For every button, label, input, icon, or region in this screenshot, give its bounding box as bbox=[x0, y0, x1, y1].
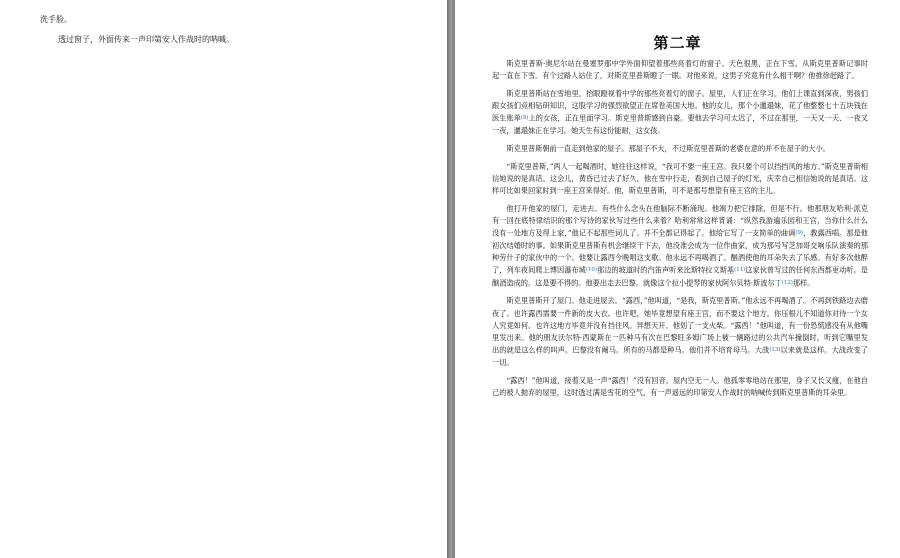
footnote-reference-link[interactable]: (10) bbox=[585, 267, 597, 274]
paragraph-text: “斯克里普斯，”两人一起喝酒时，她往往这样说，“我可不要一座王宫。我只要个可以挡挡风的地方。”斯克里普斯相信她说的是真话。这会儿，黄昏已过去了好久，他在雪中行走，看到自己屋子的灯光，庆幸自己相信她说的是真话。这样可比如果回家时到一座王宫来得好。他，斯克里普斯，可不是那号想望有座王宫的主儿。 bbox=[492, 161, 868, 196]
paragraph-text: 以来就是这样。大战改变了一切。 bbox=[492, 345, 868, 367]
body-paragraph bbox=[492, 295, 868, 369]
paragraph-text: 他打开他家的屋门，走进去。有些什么念头在他脑际不断涌现。他竭力把它排除，但是不行。他那朋友哈利·派克有一回在底特律结识的那个写诗的家伙写过些什么来着？哈利常常这样背诵：“纵然我游遍乐园和王宫，当你什么什么没有一处地方及得上家，”他记不起那些词儿了。并不全都记得起了。他给它写了一支简单的曲调 bbox=[492, 203, 868, 238]
paragraph-text: 这家伙曾写过的任何东西都更动听。是酗酒造成的。这是要不得的。他要出走去巴黎。就像这个拉小提琴的家伙阿尔贝特·斯波尔丁 bbox=[492, 265, 868, 288]
paragraph-text: 那边的坡道时的汽笛声听来比斯特拉文斯基 bbox=[596, 265, 735, 275]
body-paragraph bbox=[492, 88, 868, 137]
footnote-reference-link[interactable]: (13) bbox=[769, 347, 781, 354]
paragraph-text: 斯克里普斯·奥尼尔站在曼塞罗那中学外面仰望着那些亮着灯的窗子。天色很黑，正在下雪。从斯克里普斯记事时起一直在下雪。有个过路人站住了，对斯克里普斯瞪了一眼。对他来说，这男子究竟有什么相干啊？他推徐赶路了。 bbox=[492, 59, 868, 81]
paragraph-text: 斯克里普斯开了屋门。他走进屋去。“露西，”他叫道，“是我，斯克里普斯。”他永远不再喝酒了。不再到铁路边去磨夜了。也许露西需要一件新的皮大衣。也许吧，她毕竟想望有座王宫，而不要这个地方。你压根儿不知道你对待一个女人究竟如何。也许这地方毕竟并没有挡住风。异想天开。他划了一支火柴。“露西！”他叫道，有一份恐慌感没有从他嘴里发出来。他的朋友沃尔特·西蒙斯在一匹种马有次在巴黎旺多姆广场上被一辆路过的公共汽车撞倒时，听到它嘴里发出的就是这么样的叫声。巴黎没有阉马。所有的马都是种马。他们并不培育母马。大战 bbox=[492, 296, 868, 355]
left-page bbox=[0, 0, 447, 558]
paragraph-text: ，教露西唱。那是他初次结婚时的事。如果斯克里普斯有机会继续干下去，他没准会成为一位作曲家，成为那号写芝加哥交响乐队演奏的那种劳什子的家伙中的一个。他要让露西今晚唱这支歌。他永远不再喝酒了。酗酒使他的耳朵失去了乐感。有好多次他醉了，列车夜间爬上博因瀑布城 bbox=[492, 228, 868, 275]
chapter-body bbox=[492, 58, 868, 405]
body-paragraph bbox=[492, 203, 868, 290]
left-page-text-line: 透过窗子，外面传来一声印第安人作战时的呐喊。 bbox=[58, 35, 234, 44]
page-gutter bbox=[447, 0, 455, 558]
paragraph-text: 上的女孩，正在里面学习。斯克里普斯感到自豪。要他去学习可太迟了，不过在那里，一天又一天、一夜又一夜，邋遢妹正在学习。她天生有这份能耐，这女孩。 bbox=[492, 113, 868, 136]
body-paragraph bbox=[492, 143, 868, 155]
body-paragraph bbox=[492, 161, 868, 198]
paragraph-text: 斯克里普斯站在雪地里，抬眼蹬视着中学的那些亮着灯的窗子。屋里，人们正在学习。他们上课直到深夜，男孩们跟女孩们竞相钻研知识，这股学习的强烈欲望正在席卷美国大地。他的女儿，那个小邋遢妹，花了他整整七十五块钱在医生账单 bbox=[492, 89, 868, 123]
paragraph-text: 斯克里普斯朝前一直走到他家的屋子。那屋子不大，不过斯克里普斯的老婆在意的并不在屋子的大小。 bbox=[506, 143, 830, 153]
footnote-reference-link[interactable]: (12) bbox=[781, 280, 793, 287]
footnote-reference-link[interactable]: (9) bbox=[795, 230, 803, 237]
body-paragraph bbox=[492, 58, 868, 82]
body-paragraph bbox=[492, 375, 868, 399]
chapter-title: 第二章 bbox=[653, 34, 702, 52]
footnote-reference-link[interactable]: (11) bbox=[734, 267, 746, 274]
left-page-text-line: 洗手脸。 bbox=[40, 15, 72, 24]
footnote-reference-link[interactable]: (8) bbox=[520, 115, 529, 122]
right-page bbox=[455, 0, 900, 558]
paragraph-text: “露西！”他叫道，接着又是一声“露西！”没有回音。屋内空无一人。他孤零零地站在那里，身子又长又瘦，在他自己的被人抛弃的屋里，这时透过满是雪花的空气，有一声遥远的印第安人作战时的呐喊传到斯克里普斯的耳朵里。 bbox=[492, 375, 868, 397]
paragraph-text: 那样。 bbox=[792, 278, 815, 288]
